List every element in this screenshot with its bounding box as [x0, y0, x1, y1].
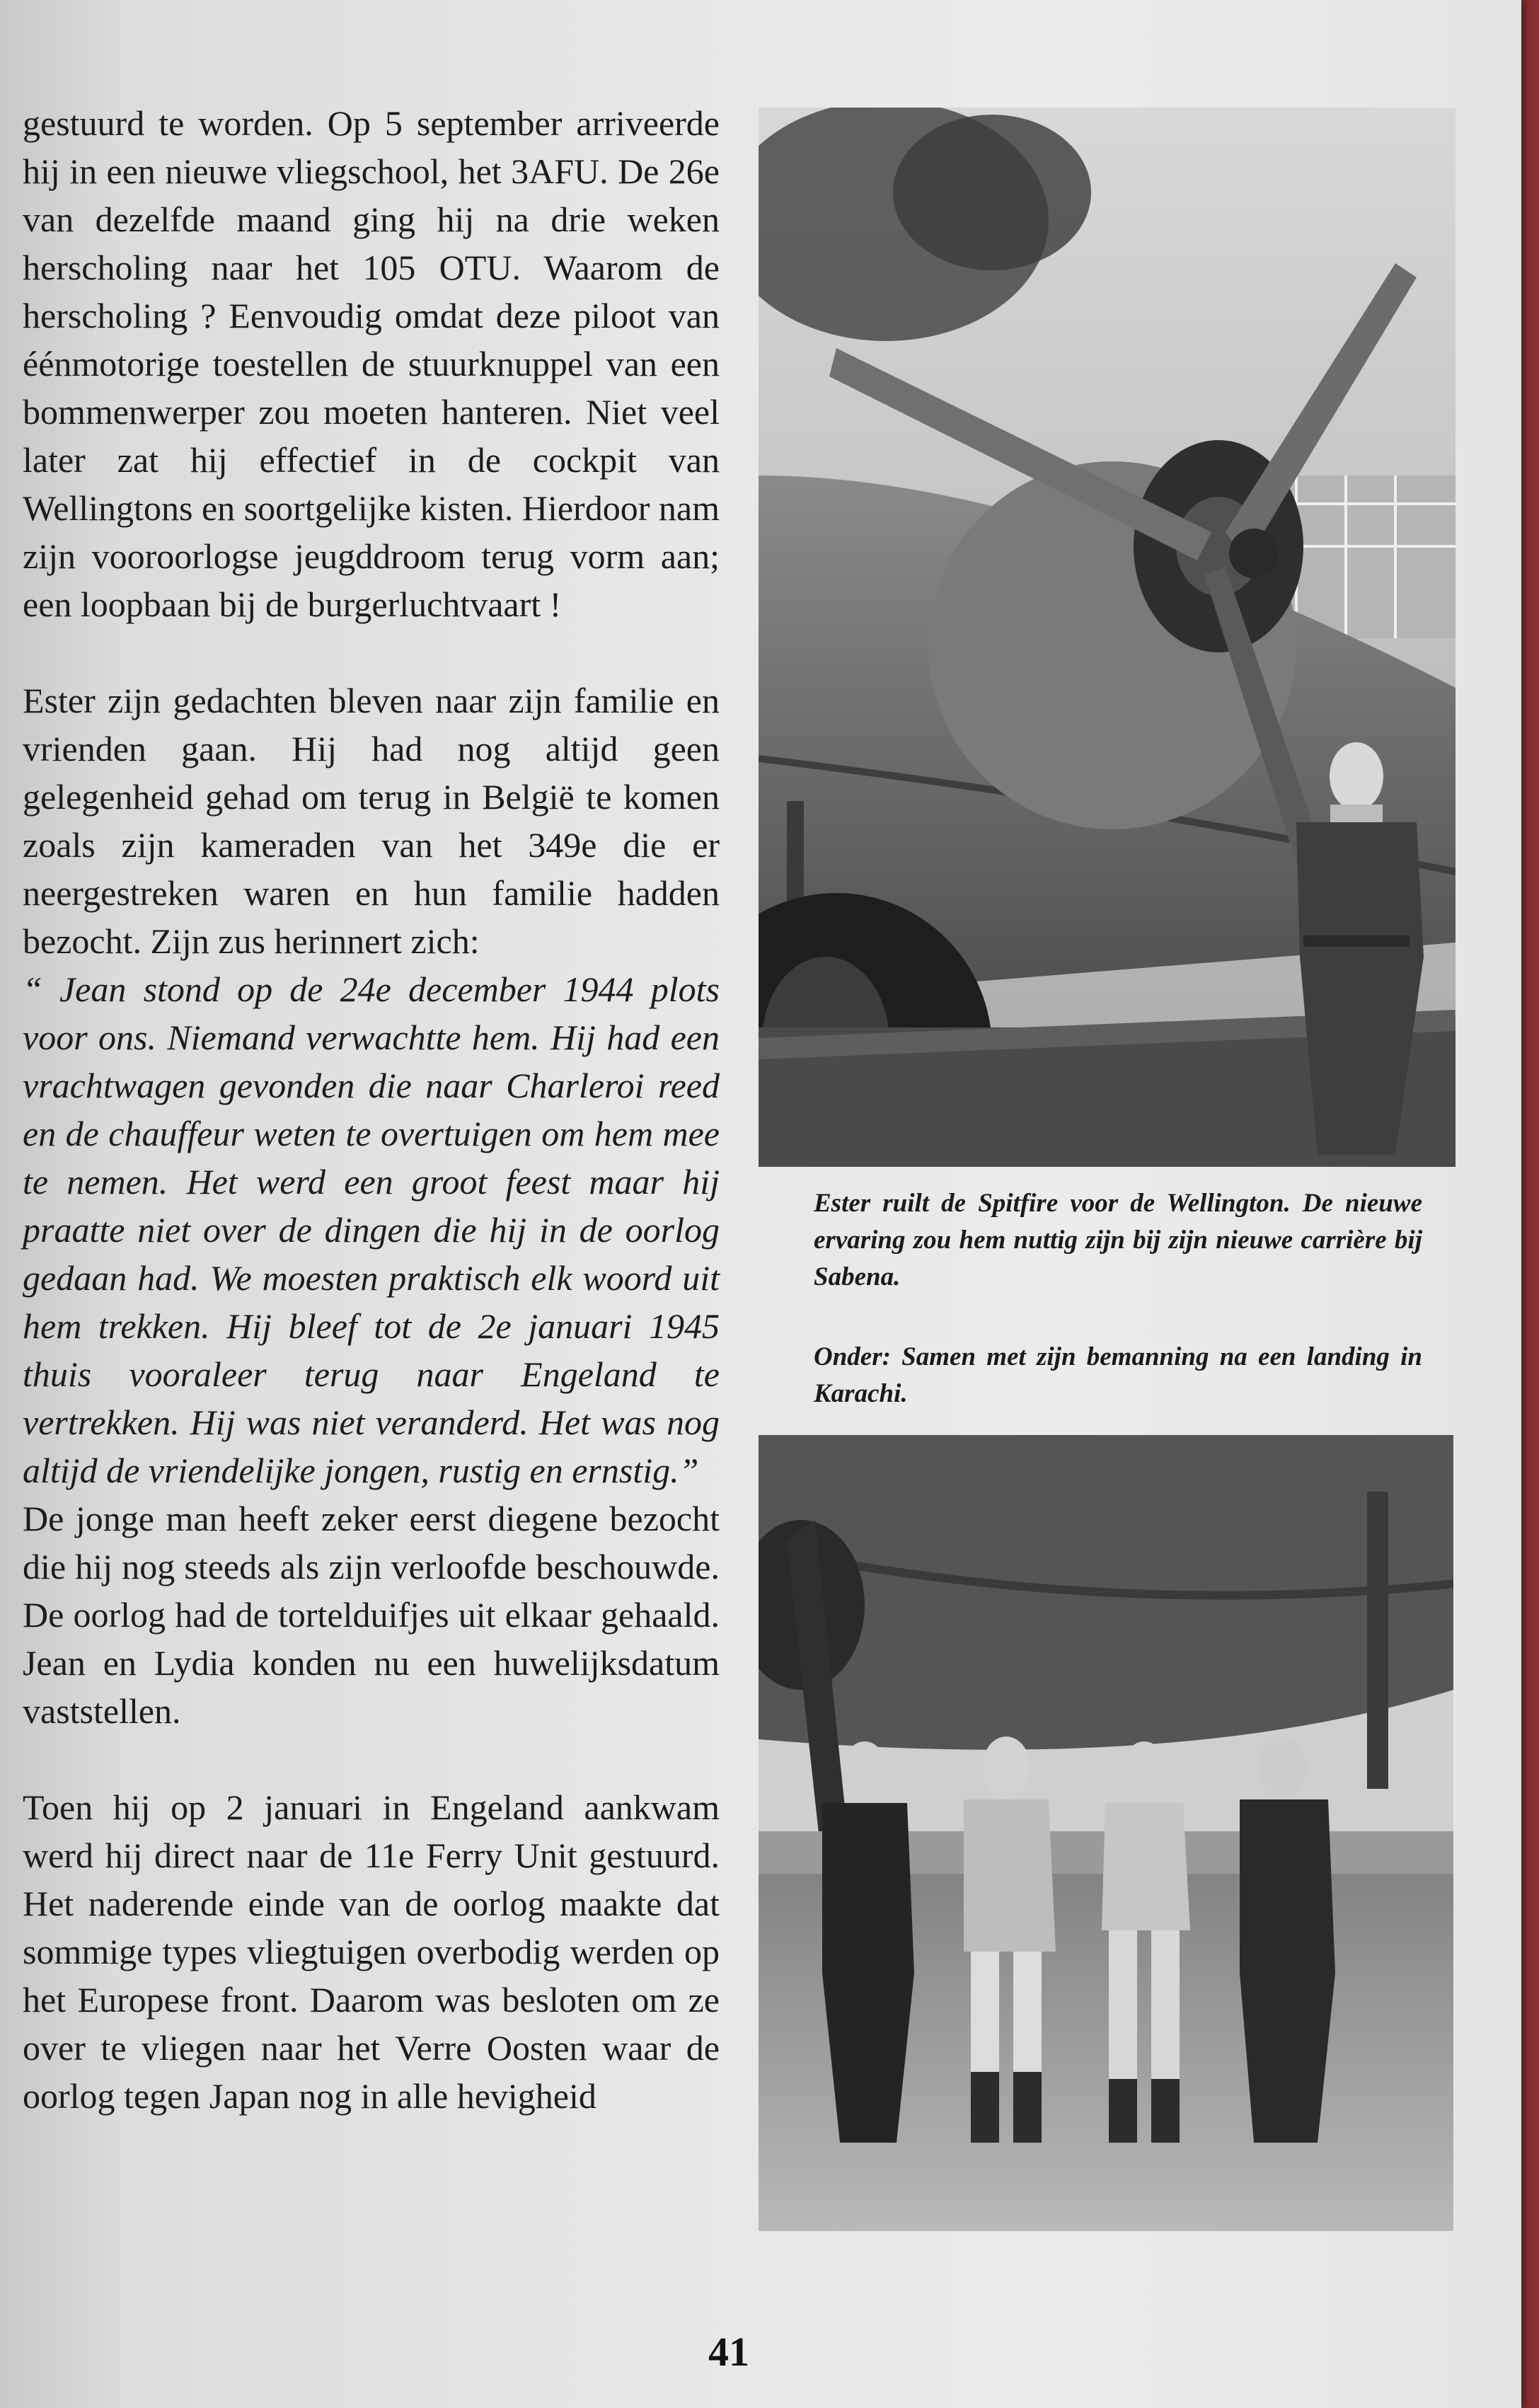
photo-crew-karachi [759, 1435, 1453, 2231]
paragraph-gap [23, 628, 720, 676]
page-number: 41 [708, 2329, 749, 2375]
paragraph-training: gestuurd te worden. Op 5 september arriveerde hij in een nieuwe vliegschool, het 3AFU. De 26e van dezelfde maand ging hij na drie weken herscholing naar het 105 OTU. Waarom de herscholing ? Eenvoudig omdat deze piloot van éénmotorige toestellen de stuurknuppel van een bommenwerper zou moeten hanteren. Niet veel later zat hij effectief in de cockpit van Wellingtons en soortgelijke kisten. Hierdoor nam zijn vooroorlogse jeugddroom terug vorm aan; een loopbaan bij de burgerluchtvaart ! [23, 103, 720, 624]
paragraph-fiancee: De jonge man heeft zeker eerst diegene bezocht die hij nog steeds als zijn verloofde beschouwde. De oorlog had de tortelduifjes uit elkaar gehaald. Jean en Lydia konden nu een huwelijksdatum vaststellen. [23, 1499, 720, 1731]
paragraph-gap [23, 1735, 720, 1783]
caption-top: Ester ruilt de Spitfire voor de Wellington. De nieuwe ervaring zou hem nuttig zijn bij zijn nieuwe carrière bij Sabena. [814, 1189, 1422, 1291]
paragraph-family: Ester zijn gedachten bleven naar zijn familie en vrienden gaan. Hij had nog altijd geen gelegenheid gehad om terug in België te komen zoals zijn kameraden van het 349e die er neergestreken waren en hun familie hadden bezocht. Zijn zus herinnert zich: [23, 681, 720, 961]
body-text-column [23, 99, 720, 2120]
sister-quote: “ Jean stond op de 24e december 1944 plots voor ons. Niemand verwachtte hem. Hij had een vrachtwagen gevonden die naar Charleroi reed en de chauffeur weten te overtuigen om hem mee te nemen. Het werd een groot feest maar hij praatte niet over de dingen die hij in de oorlog gedaan had. We moesten praktisch elk woord uit hem trekken. Hij bleef tot de 2e januari 1945 thuis vooraleer terug naar Engeland te vertrekken. Hij was niet veranderd. Het was nog altijd de vriendelijke jongen, rustig en ernstig.” [23, 969, 720, 1490]
caption-bottom: Onder: Samen met zijn bemanning na een landing in Karachi. [814, 1342, 1422, 1408]
paragraph-ferry-unit: Toen hij op 2 januari in Engeland aankwam werd hij direct naar de 11e Ferry Unit gestuurd. Het naderende einde van de oorlog maakte dat sommige types vliegtuigen overbodig werden op het Europese front. Daarom was besloten om ze over te vliegen naar het Verre Oosten waar de oorlog tegen Japan nog in alle hevigheid [23, 1787, 720, 2116]
photo-wellington-pilot [759, 108, 1456, 1167]
